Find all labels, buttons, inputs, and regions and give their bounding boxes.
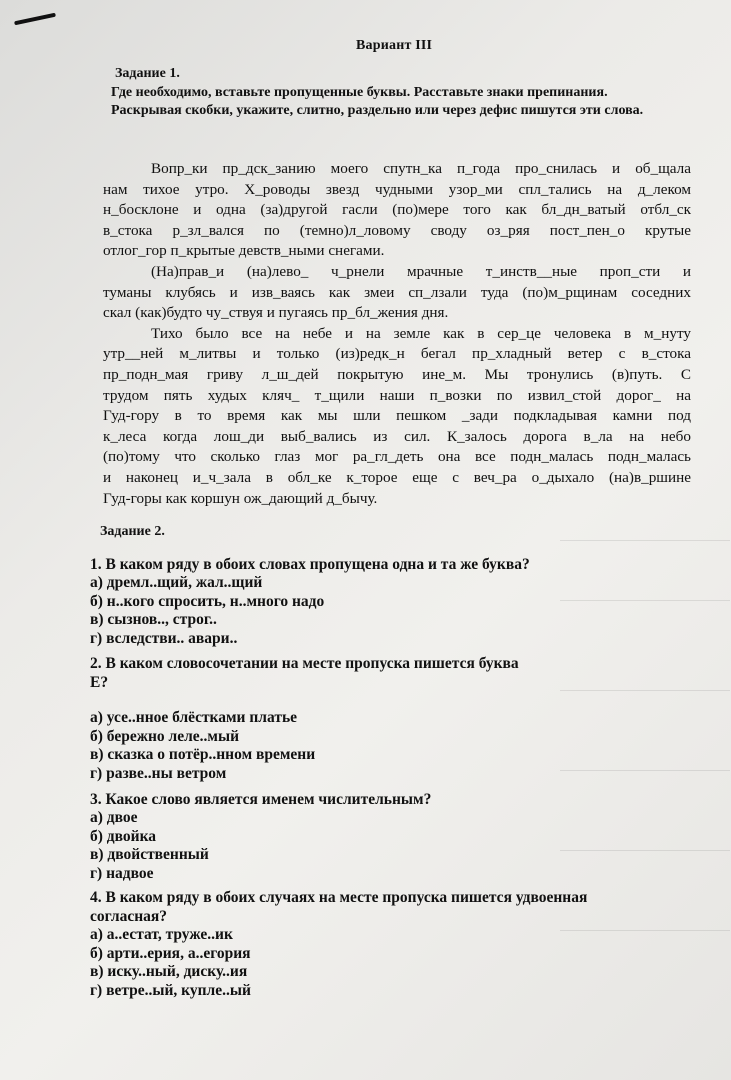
- text-line: Тихо было все на небе и на земле как в сер_це человека в м_нуту: [151, 324, 691, 342]
- text-line: отлог_гор п_крытые девств_ными снегами.: [103, 242, 385, 260]
- answer-option: в) сызнов.., строг..: [90, 611, 217, 629]
- answer-option: а) а..естат, труже..ик: [90, 926, 233, 943]
- question-1: [90, 555, 530, 648]
- text-line: н_босклоне и одна (за)другой гасли (по)мере того как бл_дн_ватый отбл_ск: [103, 201, 691, 219]
- answer-option: б) двойка: [90, 827, 157, 845]
- variant-title: Вариант III: [356, 38, 433, 53]
- text-line: (На)прав_и (на)лево_ ч_рнели мрачные т_инств__ные проп_сти и: [151, 262, 691, 280]
- bleed-through-line: [560, 850, 730, 851]
- bleed-through-line: [560, 540, 730, 541]
- answer-option: г) ветре..ый, купле..ый: [90, 981, 251, 999]
- answer-option: а) двое: [90, 809, 138, 826]
- answer-option: в) сказка о потёр..нном времени: [90, 746, 316, 764]
- text-line: (по)тому что сколько глаз мог ра_гл_деть она все подн_малась подн_малась: [103, 448, 691, 466]
- answer-option: г) вследстви.. авари..: [90, 629, 238, 647]
- question-title: 1. В каком ряду в обоих словах пропущена одна и та же буква?: [90, 556, 530, 573]
- task2-label: Задание 2.: [100, 524, 165, 539]
- answer-option: а) усе..нное блёстками платье: [90, 709, 298, 726]
- question-2: [90, 654, 520, 783]
- bleed-through-line: [560, 600, 730, 601]
- dictation-text: [103, 159, 691, 509]
- answer-option: б) н..кого спросить, н..много надо: [90, 592, 325, 610]
- text-line: туманы клубясь и изв_ваясь как змеи сп_лзали туда (по)м_рщинам соседних: [103, 283, 691, 301]
- text-line: к_леса когда лош_ди выб_вались из сил. К_залось дорога в_ла на небо: [103, 427, 691, 445]
- answer-option: а) дремл..щий, жал..щий: [90, 574, 263, 591]
- bleed-through-line: [560, 930, 730, 931]
- pen-mark: [14, 13, 56, 26]
- answer-option: б) бережно леле..мый: [90, 727, 239, 745]
- answer-options: [90, 926, 650, 1000]
- question-3: [90, 790, 431, 883]
- question-title: 4. В каком ряду в обоих случаях на месте пропуска пишется удвоенная согласная?: [90, 889, 588, 925]
- text-line: скал (как)будто чу_ствуя и пугаясь пр_бл_жения дня.: [103, 304, 449, 322]
- text-line: Вопр_ки пр_дск_занию моего спутн_ка п_года про_снилась и об_щала: [151, 160, 691, 177]
- question-4: [90, 888, 650, 1000]
- task1-label: Задание 1.: [115, 66, 180, 81]
- question-title: 3. Какое слово является именем числительным?: [90, 791, 432, 808]
- text-line: Гуд-горы как коршун ож_дающий д_бычу.: [103, 489, 378, 507]
- text-line: трудом пять худых кляч_ т_щили наши п_возки по извил_стой дорог_ на: [103, 386, 691, 404]
- answer-options: [90, 709, 520, 783]
- text-line: в_стока р_зл_вался по (темно)л_ловому своду оз_ряя пост_пен_о крутые: [103, 221, 691, 239]
- answer-options: [90, 574, 530, 648]
- text-line: Гуд-гору в то время как мы шли пешком _зади подкладывая камни под: [103, 407, 691, 425]
- bleed-through-line: [560, 770, 730, 771]
- question-title: 2. В каком словосочетании на месте пропуска пишется буква Е?: [90, 655, 519, 691]
- task1-instruction: Где необходимо, вставьте пропущенные буквы. Расставьте знаки препинания. Раскрывая скобки, укажите, слитно, раздельно или через дефис пишутся эти слова.: [111, 85, 644, 118]
- text-line: утр__ней м_литвы и только (из)редк_н бегал пр_хладный ветер с в_стока: [103, 345, 691, 363]
- text-line: и наконец и_ч_зала в обл_ке к_торое еще с веч_ра о_дыхало (на)в_ршине: [103, 468, 691, 486]
- answer-options: [90, 809, 431, 883]
- bleed-through-line: [560, 690, 730, 691]
- answer-option: г) разве..ны ветром: [90, 764, 227, 782]
- text-line: пр_подн_мая гриву л_ш_дей покрытую ине_м. Мы тронулись (в)путь. С: [103, 365, 691, 383]
- answer-option: в) иску..ный, диску..ия: [90, 963, 248, 981]
- text-line: нам тихое утро. Х_роводы звезд чудными узор_ми спл_тались на д_леком: [103, 180, 691, 198]
- answer-option: г) надвое: [90, 864, 154, 882]
- answer-option: в) двойственный: [90, 846, 209, 864]
- answer-option: б) арти..ерия, а..егория: [90, 944, 251, 962]
